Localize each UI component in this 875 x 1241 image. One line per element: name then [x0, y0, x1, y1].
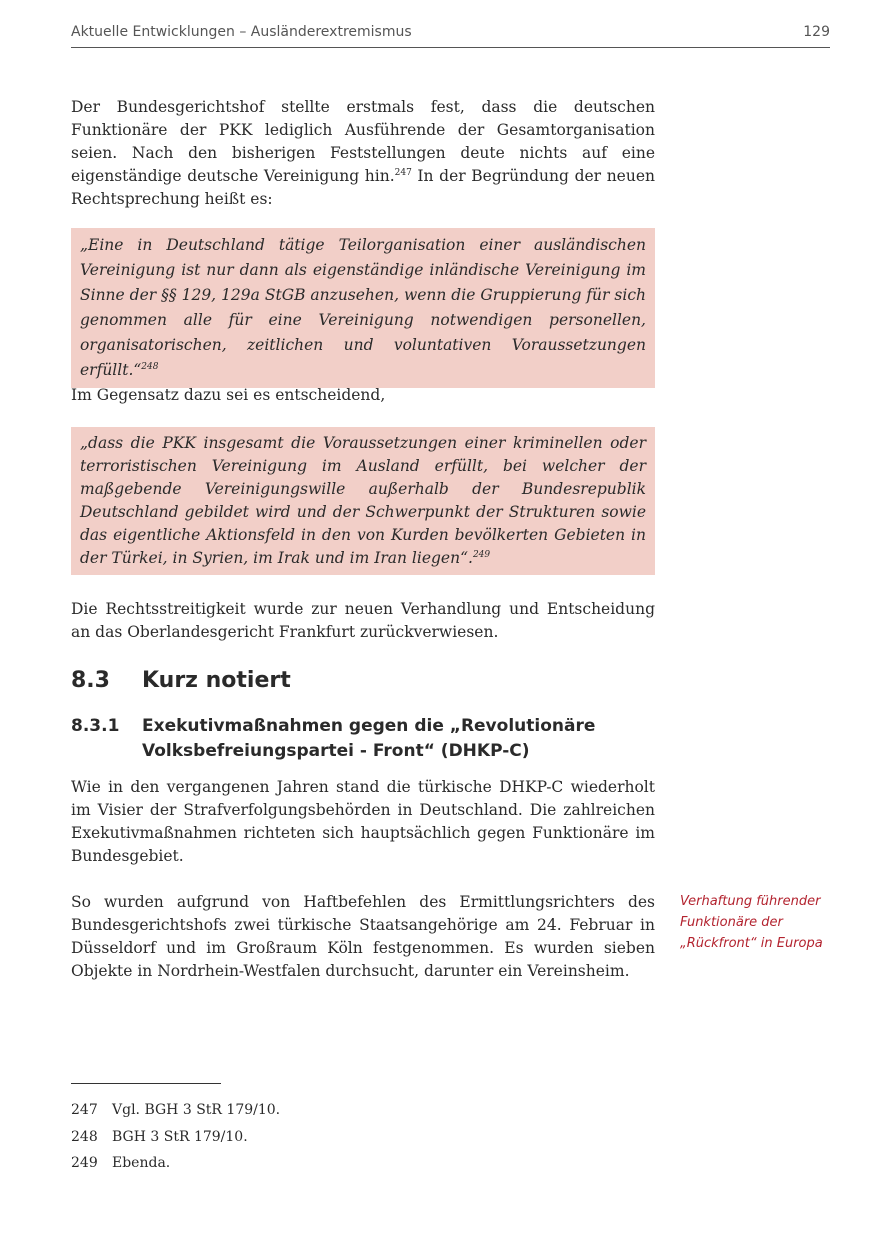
footnote	[71, 1150, 655, 1177]
section-title: Kurz notiert	[142, 668, 291, 693]
quote-block-2	[71, 427, 655, 575]
footnote	[71, 1097, 655, 1124]
margin-note: Verhaftung führender Funktionäre der „Rückfront“ in Europa	[680, 894, 823, 951]
footnote-text: Ebenda.	[112, 1155, 171, 1171]
quote-2-text: „dass die PKK insgesamt die Voraussetzungen einer kriminellen oder terroristischen Vereinigung im Ausland erfüllt, bei welcher der maßgebende Vereinigungswille außerhalb der Bundesrepublik Deutschland gebildet wird und der Schwerpunkt der Strukturen sowie das eigentliche Aktionsfeld in den von Kurden bevölkerten Gebieten in der Türkei, in Syrien, im Irak und im Iran liegen“.	[80, 434, 646, 567]
footnote-number: 249	[71, 1155, 98, 1171]
paragraph-1-tail: In der Begründung der neuen Rechtsprechung heißt es:	[71, 167, 655, 208]
footnote-ref-249[interactable]: 249	[472, 550, 491, 560]
section-number: 8.3	[71, 668, 110, 693]
paragraph-2: Im Gegensatz dazu sei es entscheidend,	[71, 386, 386, 404]
footnote	[71, 1124, 655, 1151]
quote-1-text: „Eine in Deutschland tätige Teilorganisation einer ausländischen Vereinigung ist nur dann als eigenständige inländische Vereinigung im Sinne der §§ 129, 129a StGB anzusehen, wenn die Gruppierung für sich genommen alle für eine Vereinigung notwendigen personellen, organisatorischen, zeitlichen und voluntativen Voraussetzungen erfüllt.“	[80, 236, 646, 379]
footnote-number: 248	[71, 1128, 98, 1145]
page-header	[71, 22, 830, 48]
footnote-text: BGH 3 StR 179/10.	[112, 1128, 248, 1145]
footnotes	[71, 1097, 655, 1177]
footnote-text: Vgl. BGH 3 StR 179/10.	[112, 1102, 281, 1118]
subsection-number: 8.3.1	[71, 716, 120, 736]
quote-block-1	[71, 228, 655, 388]
subsection-title: Exekutivmaßnahmen gegen die „Revolutionäre Volksbefreiungspartei - Front“ (DHKP-C)	[142, 716, 596, 761]
footnote-ref-248[interactable]: 248	[141, 362, 159, 372]
footnote-divider	[71, 1083, 221, 1084]
paragraph-3: Die Rechtsstreitigkeit wurde zur neuen Verhandlung und Entscheidung an das Oberlandesgericht Frankfurt zurückverwiesen.	[71, 600, 655, 641]
page-number: 129	[803, 24, 830, 40]
footnote-ref-247[interactable]: 247	[394, 168, 412, 178]
section-heading	[71, 668, 291, 693]
running-title: Aktuelle Entwicklungen – Ausländerextremismus	[71, 24, 412, 40]
paragraph-5: So wurden aufgrund von Haftbefehlen des Ermittlungsrichters des Bundesgerichtshofs zwei türkische Staatsangehörige am 24. Februar in Düsseldorf und im Großraum Köln festgenommen. Es wurden sieben Objekte in Nordrhein-Westfalen durchsucht, darunter ein Vereinsheim.	[71, 893, 655, 980]
paragraph-1	[71, 96, 655, 211]
footnote-number: 247	[71, 1102, 98, 1118]
paragraph-1-text: Der Bundesgerichtshof stellte erstmals fest, dass die deutschen Funktionäre der PKK lediglich Ausführende der Gesamtorganisation seien. Nach den bisherigen Feststellungen deute nichts auf eine eigenständige deutsche Vereinigung hin.	[71, 98, 655, 185]
paragraph-4: Wie in den vergangenen Jahren stand die türkische DHKP-C wiederholt im Visier der Strafverfolgungsbehörden in Deutschland. Die zahlreichen Exekutivmaßnahmen richteten sich hauptsächlich gegen Funktionäre im Bundesgebiet.	[71, 778, 655, 865]
